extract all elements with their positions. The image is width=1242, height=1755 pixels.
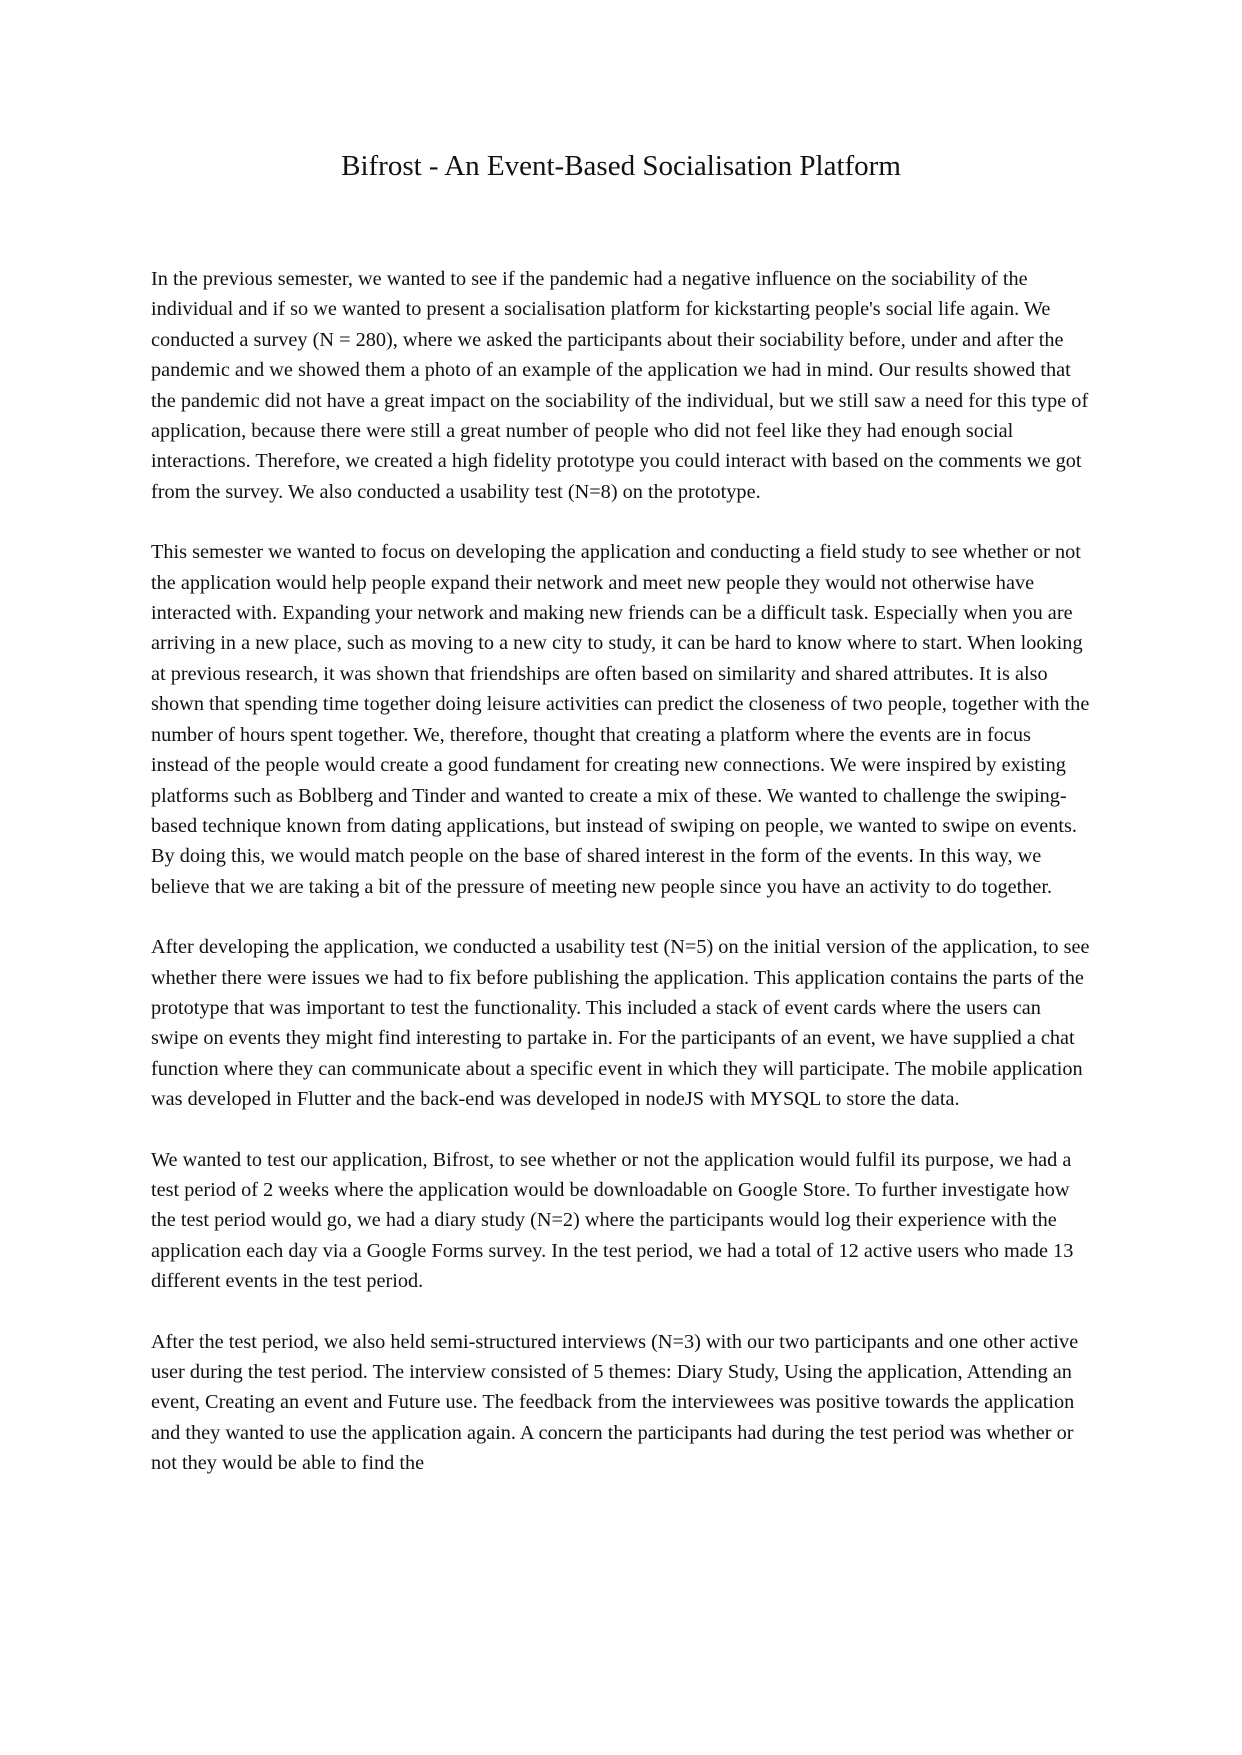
document-title: Bifrost - An Event-Based Socialisation Platform xyxy=(341,150,901,182)
paragraph-this-semester: This semester we wanted to focus on developing the application and conducting a field study to see whether or not the application would help people expand their network and meet new people they would not otherwise have interacted with. Expanding your network and making new friends can be a difficult task. Especially when you are arriving in a new place, such as moving to a new city to study, it can be hard to know where to start. When looking at previous research, it was shown that friendships are often based on similarity and shared attributes. It is also shown that spending time together doing leisure activities can predict the closeness of two people, together with the number of hours spent together. We, therefore, thought that creating a platform where the events are in focus instead of the people would create a good fundament for creating new connections. We were inspired by existing platforms such as Boblberg and Tinder and wanted to create a mix of these. We wanted to challenge the swiping-based technique known from dating applications, but instead of swiping on people, we wanted to swipe on events. By doing this, we would match people on the base of shared interest in the form of the events. In this way, we believe that we are taking a bit of the pressure of meeting new people since you have an activity to do together. xyxy=(151,541,1090,898)
paragraph-usability-test: After developing the application, we conducted a usability test (N=5) on the initial version of the application, to see whether there were issues we had to fix before publishing the application. This application contains the parts of the prototype that was important to test the functionality. This included a stack of event cards where the users can swipe on events they might find interesting to partake in. For the participants of an event, we have supplied a chat function where they can communicate about a specific event in which they will participate. The mobile application was developed in Flutter and the back-end was developed in nodeJS with MYSQL to store the data. xyxy=(151,936,1090,1111)
paragraph-previous-semester: In the previous semester, we wanted to see if the pandemic had a negative influence on the sociability of the individual and if so we wanted to present a socialisation platform for kickstarting people's social life again. We conducted a survey (N = 280), where we asked the participants about their sociability before, under and after the pandemic and we showed them a photo of an example of the application we had in mind. Our results showed that the pandemic did not have a great impact on the sociability of the individual, but we still saw a need for this type of application, because there were still a great number of people who did not feel like they had enough social interactions. Therefore, we created a high fidelity prototype you could interact with based on the comments we got from the survey. We also conducted a usability test (N=8) on the prototype. xyxy=(151,268,1089,503)
paragraph-interviews: After the test period, we also held semi-structured interviews (N=3) with our two participants and one other active user during the test period. The interview consisted of 5 themes: Diary Study, Using the application, Attending an event, Creating an event and Future use. The feedback from the interviewees was positive towards the application and they wanted to use the application again. A concern the participants had during the test period was whether or not they would be able to find the xyxy=(151,1330,1079,1475)
paragraph-test-period: We wanted to test our application, Bifrost, to see whether or not the application would fulfil its purpose, we had a test period of 2 weeks where the application would be downloadable on Google Store. To further investigate how the test period would go, we had a diary study (N=2) where the participants would log their experience with the application each day via a Google Forms survey. In the test period, we had a total of 12 active users who made 13 different events in the test period. xyxy=(151,1148,1074,1293)
document-body xyxy=(151,264,1091,1509)
